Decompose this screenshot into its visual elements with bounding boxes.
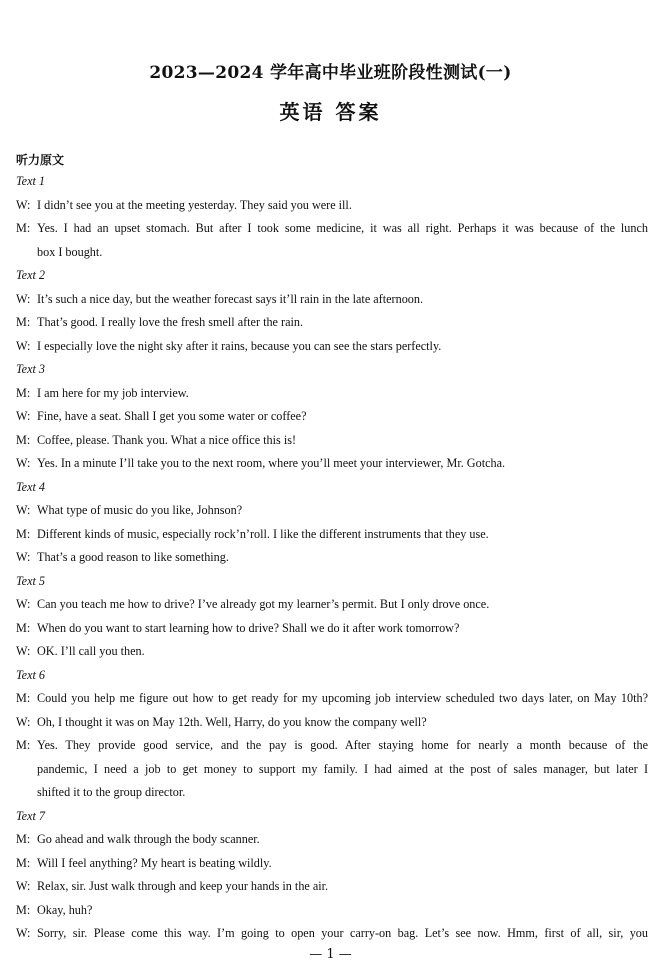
dialogue-line: [16, 711, 648, 735]
dialogue-text: Sorry, sir. Please come this way. I’m going to open your carry-on bag. Let’s see now. Hmm, first of all, sir, you: [37, 926, 648, 940]
dialogue-text: I didn’t see you at the meeting yesterday. They said you were ill.: [37, 197, 352, 212]
dialogue-text: What type of music do you like, Johnson?: [37, 503, 243, 517]
speaker-label: W:: [16, 197, 31, 212]
speaker-label: M:: [16, 221, 31, 235]
speaker-label: W:: [16, 338, 31, 353]
speaker-label: W:: [16, 409, 31, 423]
dialogue-line: [16, 429, 648, 453]
dialogue-text: Relax, sir. Just walk through and keep your hands in the air.: [37, 879, 329, 893]
speaker-label: M:: [16, 385, 31, 400]
speaker-label: M:: [16, 691, 31, 705]
text-label: Text 5: [16, 573, 46, 588]
dialogue-text: box I bought.: [37, 244, 103, 259]
dialogue-line: [16, 335, 648, 359]
section-heading: 听力原文: [16, 153, 65, 167]
page-number: — 1 —: [309, 947, 352, 962]
speaker-label: M:: [16, 432, 31, 447]
dialogue-text: Coffee, please. Thank you. What a nice office this is!: [37, 432, 297, 447]
dialogue-text: Fine, have a seat. Shall I get you some water or coffee?: [37, 409, 307, 423]
dialogue-line: [16, 523, 648, 547]
dialogue-text: OK. I’ll call you then.: [37, 644, 145, 658]
dialogue-text: Yes. In a minute I’ll take you to the next room, where you’ll meet your interviewer, Mr. Gotcha.: [37, 456, 506, 470]
dialogue-line: [16, 852, 648, 876]
speaker-label: W:: [16, 597, 31, 611]
dialogue-text: I am here for my job interview.: [37, 385, 189, 400]
dialogue-line: [16, 499, 648, 523]
speaker-label: M:: [16, 902, 31, 917]
dialogue-line: [16, 311, 648, 335]
dialogue-text: Different kinds of music, especially rock’n’roll. I like the different instruments that they use.: [37, 526, 489, 541]
text-label: Text 6: [16, 667, 46, 682]
dialogue-line: [16, 640, 648, 664]
text-label: Text 2: [16, 268, 46, 282]
dialogue-line: [16, 617, 648, 641]
speaker-label: W:: [16, 503, 31, 517]
speaker-label: M:: [16, 526, 31, 541]
transcript-body: [16, 170, 648, 946]
dialogue-line: [16, 382, 648, 406]
dialogue-line: [16, 217, 648, 241]
text-label: Text 3: [16, 362, 46, 376]
dialogue-line: [16, 593, 648, 617]
dialogue-line: [16, 288, 648, 312]
dialogue-text: Go ahead and walk through the body scanner.: [37, 832, 260, 846]
speaker-label: W:: [16, 291, 31, 306]
speaker-label: W:: [16, 714, 31, 729]
dialogue-text: That’s a good reason to like something.: [37, 550, 229, 564]
text-label: Text 4: [16, 479, 46, 494]
dialogue-text: Could you help me figure out how to get ready for my upcoming job interview scheduled two days later, on May 10th?: [37, 691, 648, 705]
dialogue-line: [16, 546, 648, 570]
dialogue-text: pandemic, I need a job to get money to support my family. I had aimed at the post of sales manager, but later I: [37, 761, 648, 776]
speaker-label: W:: [16, 926, 31, 940]
dialogue-line: [16, 734, 648, 758]
speaker-label: M:: [16, 620, 31, 635]
dialogue-line: [16, 687, 648, 711]
dialogue-line: [16, 194, 648, 218]
dialogue-text: shifted it to the group director.: [37, 785, 186, 799]
speaker-label: W:: [16, 456, 31, 470]
dialogue-line: [16, 875, 648, 899]
dialogue-line: [16, 828, 648, 852]
dialogue-text: Will I feel anything? My heart is beating wildly.: [37, 855, 272, 870]
dialogue-text: Okay, huh?: [37, 902, 93, 917]
document-title: 2023—2024 学年高中毕业班阶段性测试(一): [149, 63, 512, 83]
document-subtitle: 英语 答案: [279, 100, 382, 124]
dialogue-text: Yes. They provide good service, and the pay is good. After staying home for nearly a month because of the: [37, 738, 648, 752]
speaker-label: M:: [16, 855, 31, 870]
dialogue-text: When do you want to start learning how to drive? Shall we do it after work tomorrow?: [37, 620, 460, 635]
dialogue-text: Can you teach me how to drive? I’ve already got my learner’s permit. But I only drove once.: [37, 597, 490, 611]
speaker-label: M:: [16, 832, 31, 846]
speaker-label: W:: [16, 879, 31, 893]
speaker-label: W:: [16, 550, 31, 564]
dialogue-line: [16, 452, 648, 476]
dialogue-text: Oh, I thought it was on May 12th. Well, Harry, do you know the company well?: [37, 714, 427, 729]
text-label: Text 1: [16, 174, 46, 188]
dialogue-text: I especially love the night sky after it rains, because you can see the stars perfectly.: [37, 338, 442, 353]
speaker-label: W:: [16, 644, 31, 658]
dialogue-continuation: [16, 241, 648, 265]
dialogue-line: [16, 405, 648, 429]
speaker-label: M:: [16, 738, 31, 752]
dialogue-line: [16, 922, 648, 946]
dialogue-line: [16, 899, 648, 923]
dialogue-text: It’s such a nice day, but the weather forecast says it’ll rain in the late afternoon.: [37, 291, 424, 306]
dialogue-continuation: [16, 781, 648, 805]
text-label: Text 7: [16, 808, 46, 823]
speaker-label: M:: [16, 315, 31, 329]
dialogue-continuation: [16, 758, 648, 782]
dialogue-text: That’s good. I really love the fresh smell after the rain.: [37, 315, 303, 329]
dialogue-text: Yes. I had an upset stomach. But after I took some medicine, it was all right. Perhaps it was because of the lunch: [37, 221, 648, 235]
